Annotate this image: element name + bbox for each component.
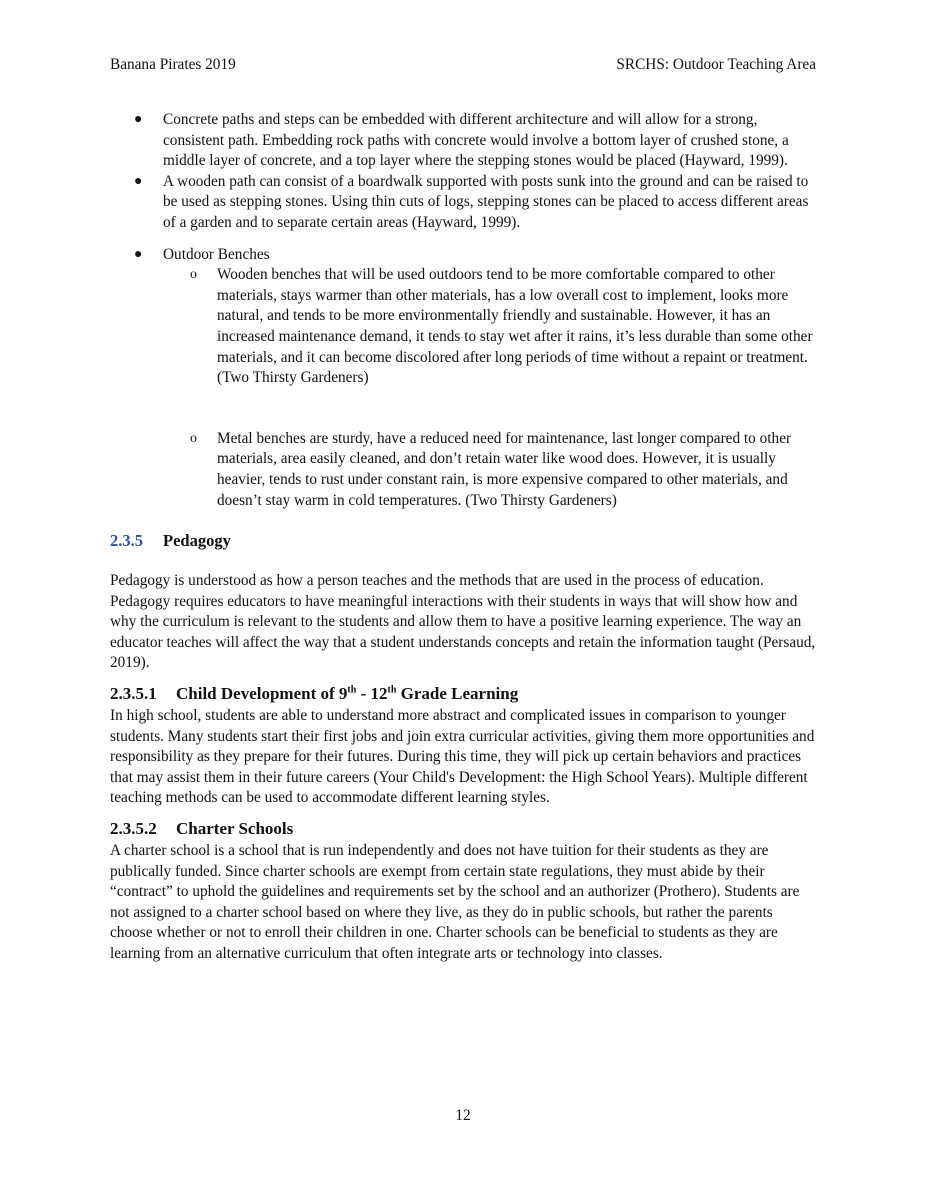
circle-bullet-icon: o xyxy=(190,267,197,283)
sub-item-wooden-benches xyxy=(163,265,816,389)
subsection-number: 2.3.5.2 xyxy=(110,819,157,839)
charter-schools-paragraph: A charter school is a school that is run independently and does not have tuition for their students as they are publically funded. Since charter schools are exempt from certain state regulations, they must abide by their “contract” to uphold the guidelines and requirements set by the school and an authorizer (Prothero). Students are not assigned to a charter school based on where they live, as they do in public schools, but rather the parents choose whether or not to enroll their children in one. Charter schools can be beneficial to students as they are learning from an alternative curriculum that often integrate arts or technology into classes. xyxy=(110,842,800,962)
bullet-item-wooden-path xyxy=(110,172,816,234)
superscript: th xyxy=(347,684,357,696)
bullet-item-concrete-paths xyxy=(110,110,816,172)
page-header xyxy=(110,56,816,76)
subsection-heading-charter-schools xyxy=(110,817,816,841)
sub-item-metal-benches xyxy=(163,429,816,511)
sub-item-text: Metal benches are sturdy, have a reduced need for maintenance, last longer compared to other materials, area easily cleaned, and don’t retain water like wood does. However, it is usually heavier, tends to rust under constant rain, is more expensive compared to other materials, and doesn’t stay warm in cold temperatures. (Two Thirsty Gardeners) xyxy=(217,429,792,509)
child-development-paragraph: In high school, students are able to understand more abstract and complicated issues in comparison to younger students. Many students start their first jobs and join extra curricular activities, giving them more opportunities and responsibility as they prepare for their futures. During this time, they will pick up certain behaviors and practices that may assist them in their future careers (Your Child's Development: the High School Years). Multiple different teaching methods can be used to accommodate different learning styles. xyxy=(110,707,815,807)
bullet-text: Concrete paths and steps can be embedded with different architecture and will allow for a strong, consistent path. Embedding rock paths with concrete would involve a bottom layer of crushed stone, a middle layer of concrete, and a top layer where the stepping stones would be placed (Hayward, 1999). xyxy=(163,111,789,170)
sub-item-text: Wooden benches that will be used outdoors tend to be more comfortable compared to other materials, stays warmer than other materials, has a low overall cost to implement, looks more natural, and tends to be more environmentally friendly and sustainable. However, it has an increased maintenance demand, it tends to stay wet after it rains, it’s less durable than some other materials, and it can become discolored after long periods of time without a repaint or treatment. (Two Thirsty Gardeners) xyxy=(217,266,813,387)
bullet-item-outdoor-benches xyxy=(110,245,816,512)
benches-sub-list xyxy=(163,265,816,511)
path-bullet-list xyxy=(110,110,816,511)
bullet-text: A wooden path can consist of a boardwalk supported with posts sunk into the ground and can be raised to be used as stepping stones. Using thin cuts of logs, stepping stones can be placed to access different areas of a garden and to separate certain areas (Hayward, 1999). xyxy=(163,172,809,231)
subsection-number: 2.3.5.1 xyxy=(110,684,157,704)
bullet-icon: ● xyxy=(134,112,143,127)
header-left-text: Banana Pirates 2019 xyxy=(110,56,236,73)
bullet-icon: ● xyxy=(134,246,143,262)
subsection-heading-child-development xyxy=(110,682,816,706)
subsection-title-part: Grade Learning xyxy=(396,684,519,704)
pedagogy-paragraph: Pedagogy is understood as how a person teaches and the methods that are used in the process of education. Pedagogy requires educators to have meaningful interactions with their students in ways that will show how and why the curriculum is relevant to the students and allow them to have a positive learning experience. The way an educator teaches will affect the way that a student understands concepts and retain the information taught (Persaud, 2019). xyxy=(110,572,816,672)
subsection-title-part: Child Development of 9 xyxy=(176,684,348,704)
bullet-icon: ● xyxy=(134,173,143,189)
page-content xyxy=(110,110,816,965)
section-title: Pedagogy xyxy=(163,531,231,551)
subsection-title-part: - 12 xyxy=(356,684,388,704)
section-number: 2.3.5 xyxy=(110,531,143,551)
subsection-title: Charter Schools xyxy=(176,819,294,839)
header-right-text: SRCHS: Outdoor Teaching Area xyxy=(616,56,816,73)
page-number: 12 xyxy=(455,1107,471,1124)
superscript: th xyxy=(387,684,397,696)
circle-bullet-icon: o xyxy=(190,430,197,446)
bullet-text: Outdoor Benches xyxy=(163,245,270,263)
section-heading-pedagogy xyxy=(110,529,816,553)
